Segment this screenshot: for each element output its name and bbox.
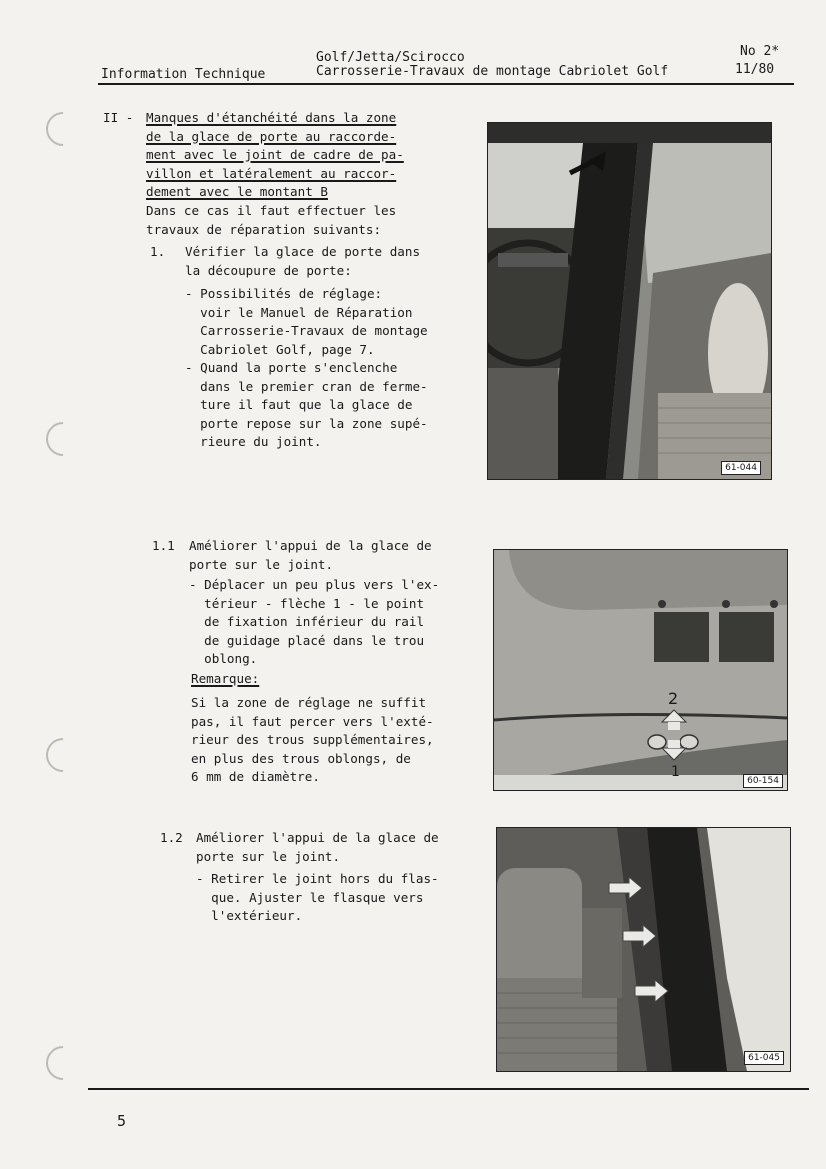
section-title: [146, 109, 404, 202]
bullet-line: porte repose sur la zone supé-: [185, 415, 428, 431]
remark-text: [191, 694, 434, 787]
arrow-2-label: 2: [668, 689, 679, 708]
step12-text: [196, 829, 439, 866]
header-models: Golf/Jetta/Scirocco: [316, 50, 465, 65]
bullet-line: de fixation inférieur du rail: [189, 614, 425, 629]
bullet-line: - Retirer le joint hors du flas-: [196, 871, 439, 886]
section-intro: [146, 202, 396, 239]
section-roman: II -: [103, 110, 134, 125]
remark-line: pas, il faut percer vers l'exté-: [191, 713, 434, 729]
step12-line: Améliorer l'appui de la glace de: [196, 830, 439, 845]
figure-seal-flange-photo: [496, 827, 791, 1072]
bullet-line: voir le Manuel de Réparation: [185, 304, 413, 320]
step12-bullet: [196, 870, 439, 926]
binder-hole: [39, 415, 87, 463]
page-number: 5: [117, 1112, 127, 1130]
step1-line: Vérifier la glace de porte dans: [185, 244, 421, 259]
header-rule: [98, 83, 794, 85]
bullet-line: - Quand la porte s'enclenche: [185, 360, 398, 375]
section-title-line: dement avec le montant B: [146, 184, 328, 199]
step11-bullet: [189, 576, 439, 669]
header-subject: Carrosserie-Travaux de montage Cabriolet Golf: [316, 64, 669, 79]
step1-bullet-door: [185, 359, 428, 452]
step12-number: 1.2: [160, 830, 183, 845]
bullet-line: dans le premier cran de ferme-: [185, 378, 428, 394]
remark-line: 6 mm de diamètre.: [191, 769, 320, 784]
remark-line: rieur des trous supplémentaires,: [191, 732, 434, 747]
bullet-line: Carrosserie-Travaux de montage: [185, 323, 428, 338]
remark-line: en plus des trous oblongs, de: [191, 750, 411, 766]
bullet-line: ture il faut que la glace de: [185, 397, 413, 412]
step11-line: porte sur le joint.: [189, 556, 334, 572]
step12-line: porte sur le joint.: [196, 848, 341, 864]
section-title-line: villon et latéralement au raccor-: [146, 165, 397, 181]
bullet-line: - Déplacer un peu plus vers l'ex-: [189, 577, 440, 592]
bullet-line: térieur - flèche 1 - le point: [189, 595, 425, 611]
intro-line: Dans ce cas il faut effectuer les: [146, 203, 397, 218]
figure-code-label: 61-044: [721, 461, 761, 475]
bullet-line: de guidage placé dans le trou: [189, 632, 425, 648]
figure-guide-rail-photo: [493, 549, 788, 791]
footer-rule: [88, 1088, 809, 1090]
header-left: Information Technique: [101, 67, 266, 82]
step11-line: Améliorer l'appui de la glace de: [189, 538, 432, 553]
header-date: 11/80: [735, 62, 775, 77]
section-title-line: de la glace de porte au raccorde-: [146, 128, 397, 144]
remark-line: Si la zone de réglage ne suffit: [191, 695, 427, 710]
bullet-line: que. Ajuster le flasque vers: [196, 889, 424, 905]
arrow-1-label: 1: [671, 764, 680, 780]
figure-code-label: 60-154: [743, 774, 783, 788]
step1-number: 1.: [150, 244, 166, 259]
step11-text: [189, 537, 432, 574]
section-title-line: Manques d'étanchéité dans la zone: [146, 110, 397, 125]
bullet-line: - Possibilités de réglage:: [185, 286, 383, 301]
header-number: No 2*: [740, 44, 780, 59]
binder-hole: [39, 731, 87, 779]
section-title-line: ment avec le joint de cadre de pa-: [146, 147, 404, 162]
step1-line: la découpure de porte:: [185, 262, 352, 278]
bullet-line: l'extérieur.: [196, 908, 303, 923]
figure-code-label: 61-045: [744, 1051, 784, 1065]
bullet-line: Cabriolet Golf, page 7.: [185, 341, 375, 357]
bullet-line: rieure du joint.: [185, 434, 322, 449]
step11-number: 1.1: [152, 538, 175, 553]
intro-line: travaux de réparation suivants:: [146, 221, 382, 237]
step1-text: [185, 243, 420, 280]
remark-label: Remarque:: [191, 671, 260, 686]
figure-door-window-photo: [487, 122, 772, 480]
step1-bullet-adjust: [185, 285, 428, 359]
binder-hole: [39, 105, 87, 153]
binder-hole: [39, 1039, 87, 1087]
bullet-line: oblong.: [189, 651, 258, 666]
